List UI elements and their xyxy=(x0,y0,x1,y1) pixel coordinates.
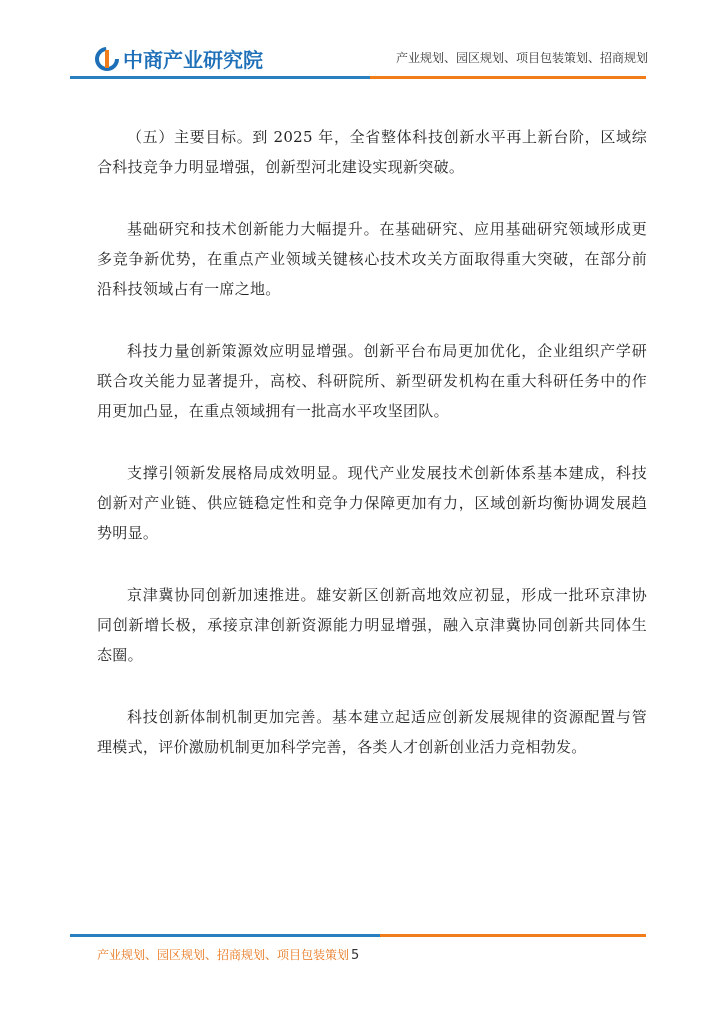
paragraph-development-pattern: 支撑引领新发展格局成效明显。现代产业发展技术创新体系基本建成，科技创新对产业链、供应链稳定性和竞争力保障更加有力，区域创新均衡协调发展趋势明显。 xyxy=(97,464,647,542)
company-logo xyxy=(95,44,263,73)
footer-divider-orange xyxy=(380,934,646,937)
header-divider-orange xyxy=(370,76,646,79)
paragraph-basic-research: 基础研究和技术创新能力大幅提升。在基础研究、应用基础研究领域形成更多竞争新优势，在重点产业领域关键核心技术攻关方面取得重大突破，在部分前沿科技领域占有一席之地。 xyxy=(97,220,647,298)
paragraph-institutions: 科技创新体制机制更加完善。基本建立起适应创新发展规律的资源配置与管理模式，评价激励机制更加科学完善，各类人才创新创业活力竞相勃发。 xyxy=(97,708,647,756)
header-divider-blue xyxy=(70,76,370,79)
logo-text: 中商产业研究院 xyxy=(123,48,263,72)
page-header xyxy=(0,0,724,90)
paragraph-goals: （五）主要目标。到 2025 年，全省整体科技创新水平再上新台阶，区域综合科技竞争力明显增强，创新型河北建设实现新突破。 xyxy=(97,128,647,176)
footer-tagline: 产业规划、园区规划、招商规划、项目包装策划 xyxy=(97,948,350,962)
paragraph-jingjinji: 京津冀协同创新加速推进。雄安新区创新高地效应初显，形成一批环京津协同创新增长极，承接京津创新资源能力明显增强，融入京津冀协同创新共同体生态圈。 xyxy=(97,586,647,664)
logo-mark-icon xyxy=(95,47,119,71)
header-tagline: 产业规划、园区规划、项目包装策划、招商规划 xyxy=(395,51,648,65)
footer-divider-blue xyxy=(70,934,380,937)
page-number: 5 xyxy=(351,948,360,963)
paragraph-tech-force: 科技力量创新策源效应明显增强。创新平台布局更加优化，企业组织产学研联合攻关能力显著提升，高校、科研院所、新型研发机构在重大科研任务中的作用更加凸显，在重点领域拥有一批高水平攻坚团队。 xyxy=(97,342,647,420)
document-body xyxy=(97,122,647,794)
page-footer xyxy=(97,946,359,963)
